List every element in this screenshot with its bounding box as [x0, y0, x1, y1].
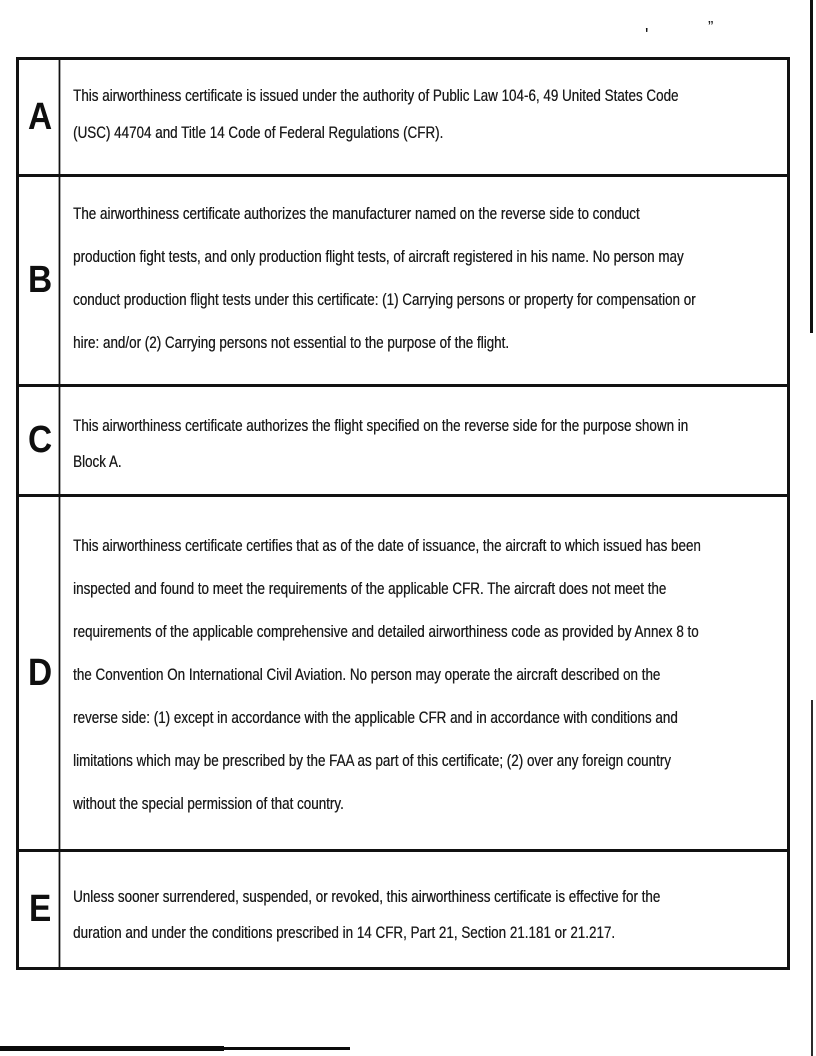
scan-artifact-mark: '	[645, 25, 649, 45]
text-line: Block A.	[73, 452, 122, 471]
text-line: duration and under the conditions prescribed in 14 CFR, Part 21, Section 21.181 or 21.217.	[73, 923, 616, 942]
row-letter-c: C	[22, 387, 61, 494]
row-letter-e: E	[22, 852, 61, 967]
row-d-text-cell	[63, 497, 816, 849]
table-row-d	[19, 494, 787, 849]
text-line: Unless sooner surrendered, suspended, or revoked, this airworthiness certificate is effective for the	[73, 887, 661, 906]
page-edge-line-bottom	[811, 700, 813, 1056]
text-line: inspected and found to meet the requirements of the applicable CFR. The aircraft does not meet the	[73, 579, 667, 598]
certificate-terms-table	[16, 57, 790, 970]
text-line: limitations which may be prescribed by the FAA as part of this certificate; (2) over any foreign country	[73, 751, 671, 770]
text-line: This airworthiness certificate is issued under the authority of Public Law 104-6, 49 United States Code	[73, 86, 679, 105]
text-line: hire: and/or (2) Carrying persons not essential to the purpose of the flight.	[73, 333, 509, 352]
scan-artifact-mark: ”	[708, 19, 714, 36]
text-line: (USC) 44704 and Title 14 Code of Federal Regulations (CFR).	[73, 123, 444, 142]
table-row-c	[19, 384, 787, 494]
text-line: production fight tests, and only production flight tests, of aircraft registered in his name. No person may	[73, 247, 684, 266]
bottom-scan-bar-thin	[224, 1047, 350, 1050]
text-line: the Convention On International Civil Aviation. No person may operate the aircraft described on the	[73, 665, 661, 684]
row-letter-a: A	[22, 60, 61, 174]
row-a-text-cell	[63, 60, 816, 174]
page-edge-line-top	[810, 0, 813, 333]
text-line: conduct production flight tests under this certificate: (1) Carrying persons or property for compensation or	[73, 290, 696, 309]
table-row-b	[19, 174, 787, 384]
text-line: reverse side: (1) except in accordance with the applicable CFR and in accordance with conditions and	[73, 708, 678, 727]
row-e-text-cell	[63, 852, 816, 967]
text-line: without the special permission of that country.	[73, 794, 344, 813]
row-letter-d: D	[22, 497, 61, 849]
text-line: The airworthiness certificate authorizes the manufacturer named on the reverse side to conduct	[73, 204, 640, 223]
row-c-text-cell	[63, 387, 816, 494]
text-line: requirements of the applicable comprehensive and detailed airworthiness code as provided by Annex 8 to	[73, 622, 699, 641]
table-row-a	[19, 60, 787, 174]
table-row-e	[19, 849, 787, 967]
bottom-scan-bar	[0, 1046, 224, 1051]
row-b-text-cell	[63, 177, 816, 384]
text-line: This airworthiness certificate authorizes the flight specified on the reverse side for the purpose shown in	[73, 416, 689, 435]
text-line: This airworthiness certificate certifies that as of the date of issuance, the aircraft to which issued has been	[73, 536, 701, 555]
row-letter-b: B	[22, 177, 61, 384]
